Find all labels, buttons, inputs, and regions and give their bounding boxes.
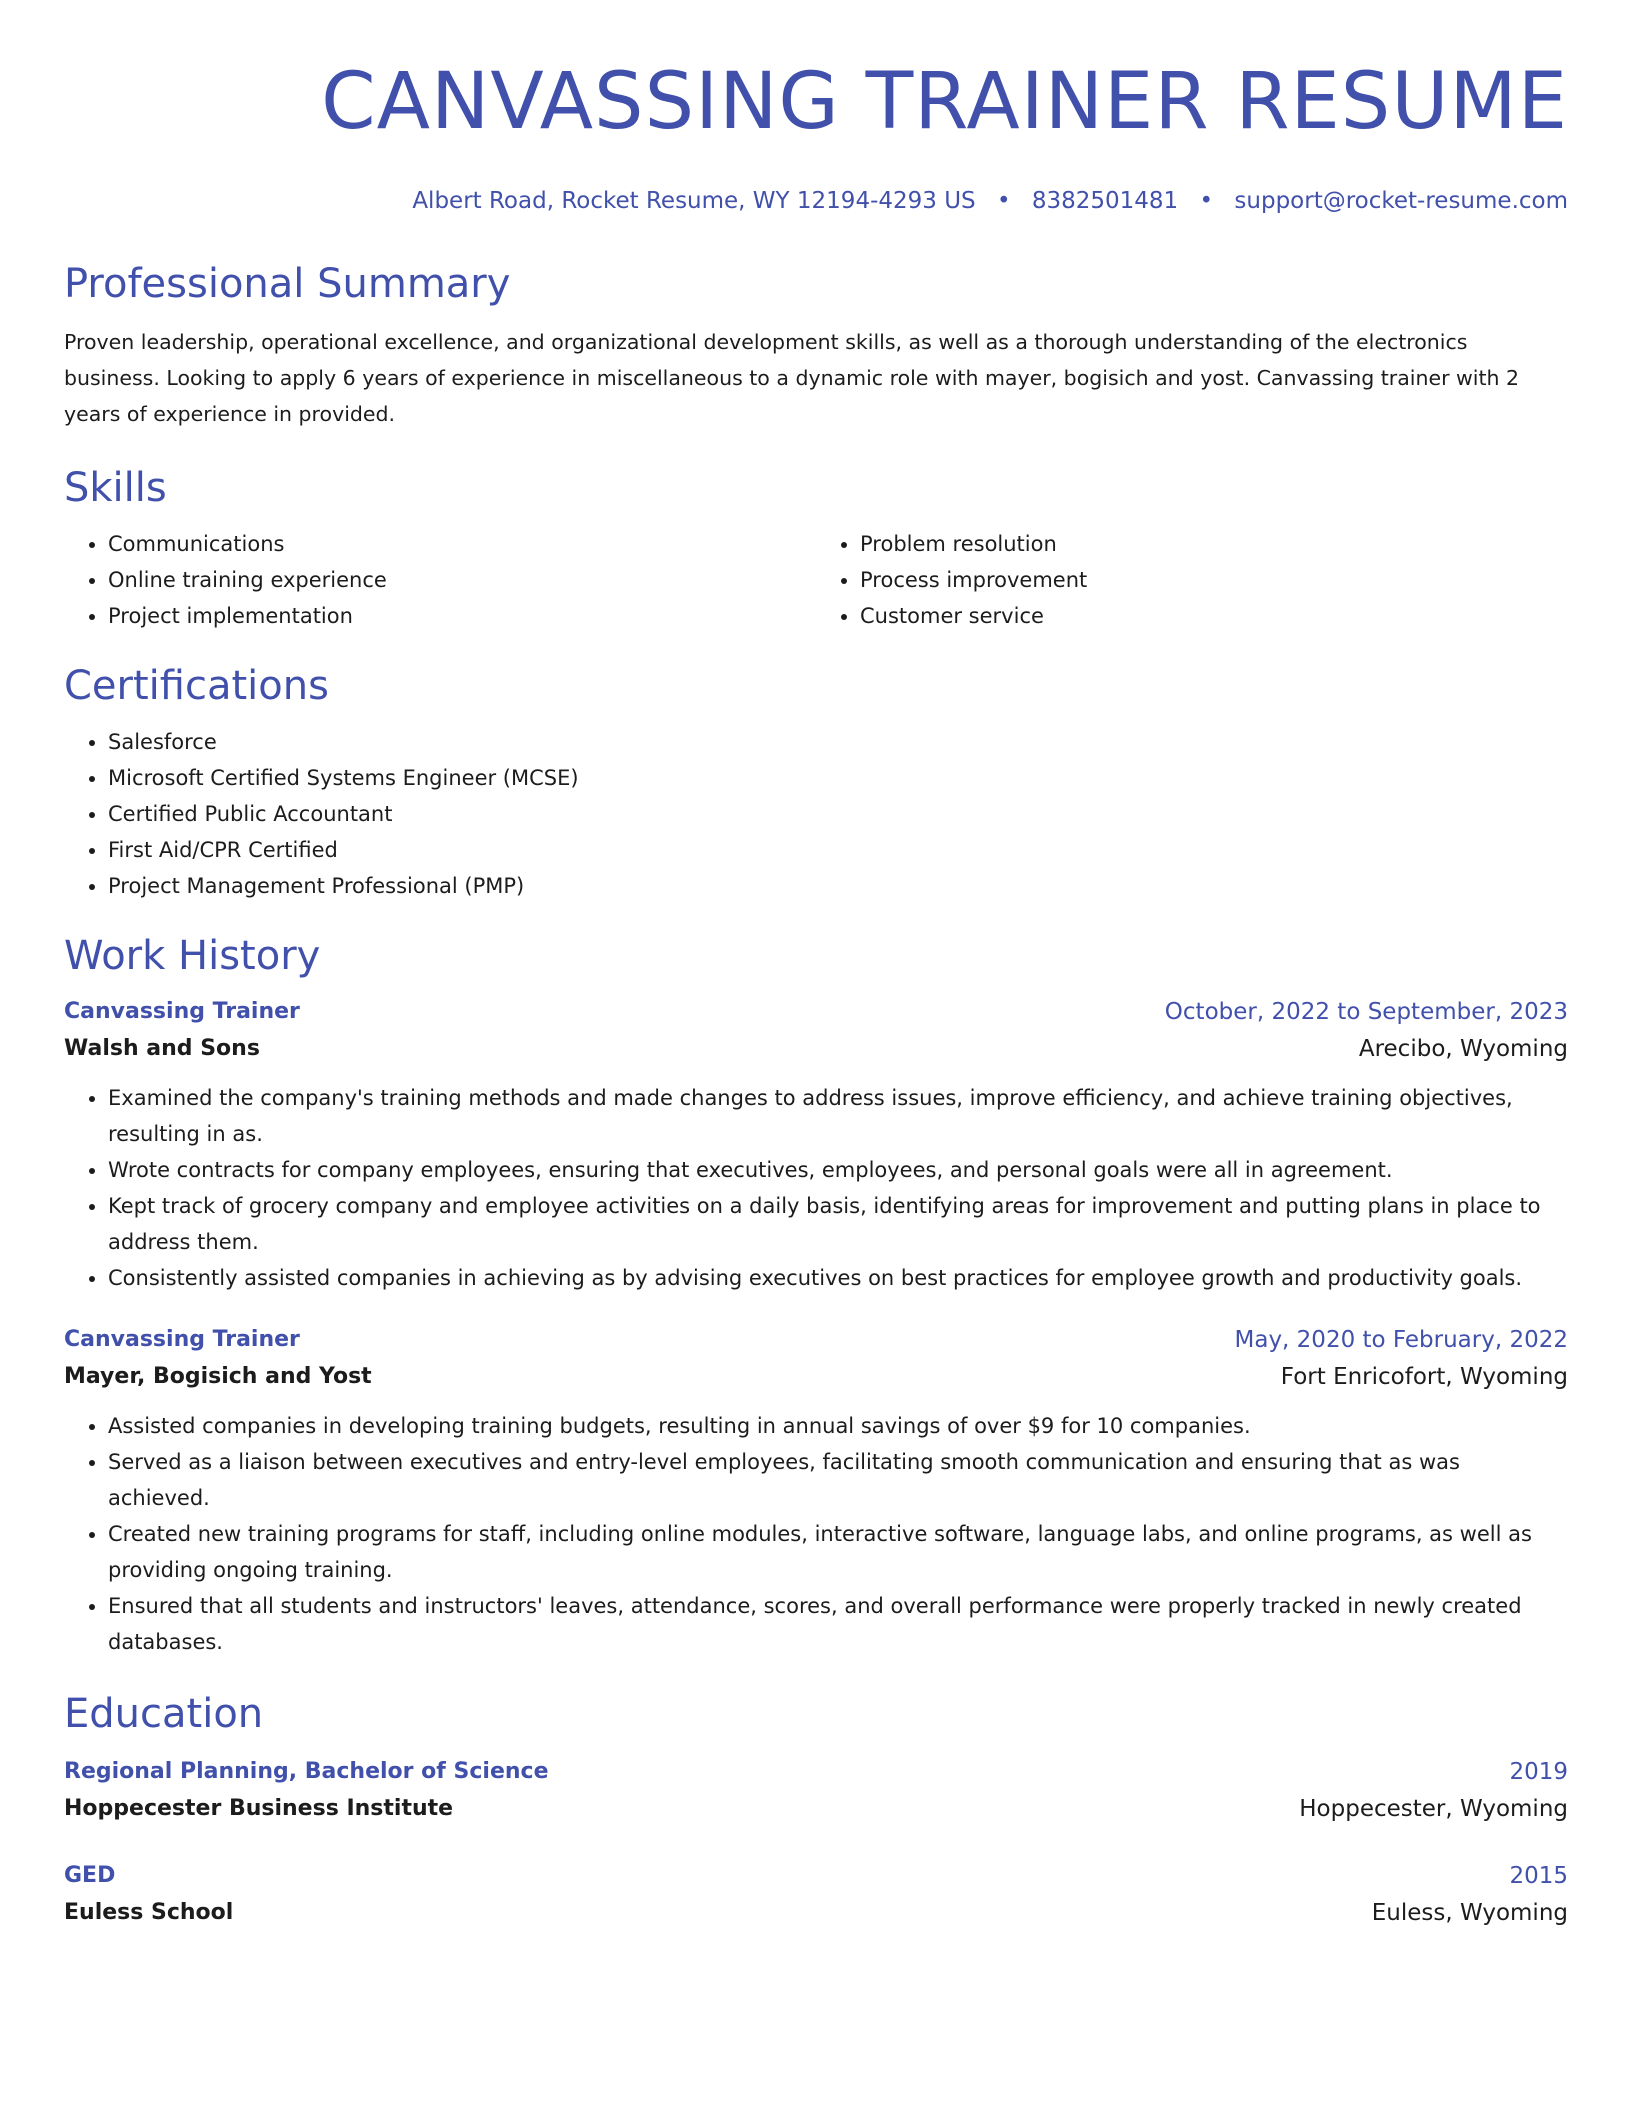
separator-dot: • xyxy=(1199,188,1214,214)
job-location: Fort Enricofort, Wyoming xyxy=(1280,1364,1568,1390)
job-location: Arecibo, Wyoming xyxy=(1358,1036,1568,1062)
email: support@rocket-resume.com xyxy=(1234,188,1568,214)
separator-dot: • xyxy=(996,188,1011,214)
address: Albert Road, Rocket Resume, WY 12194-4293 US xyxy=(412,188,976,214)
school-location: Hoppecester, Wyoming xyxy=(1299,1796,1568,1822)
duty-item: • Served as a liaison between executives and entry-level employees, facilitating smooth communication and ensuring that as was achieved. xyxy=(108,1444,1568,1516)
skills-column-left xyxy=(64,526,816,634)
work-history-heading: Work History xyxy=(64,933,321,979)
job-entry xyxy=(64,994,1568,1296)
company-name: Mayer, Bogisich and Yost xyxy=(64,1364,372,1389)
graduation-year: 2015 xyxy=(1509,1863,1568,1889)
degree: GED xyxy=(64,1863,116,1888)
school-name: Hoppecester Business Institute xyxy=(64,1796,454,1821)
summary-text: Proven leadership, operational excellence, and organizational development skills, as well as a thorough understanding of the electronics business. Looking to apply 6 years of experience in miscellaneous to a dynamic role with mayer, bogisich and yost. Canvassing trainer with 2 years of experience in provided. xyxy=(64,330,1520,426)
resume-title: CANVASSING TRAINER RESUME xyxy=(321,57,1568,147)
job-subheader xyxy=(64,1030,1568,1068)
duty-item: • Consistently assisted companies in achieving as by advising executives on best practices for employee growth and productivity goals. xyxy=(108,1260,1568,1296)
certification-item: • Project Management Professional (PMP) xyxy=(108,868,1568,904)
education-header xyxy=(64,1858,1568,1894)
degree: Regional Planning, Bachelor of Science xyxy=(64,1759,549,1784)
certifications-heading: Certifications xyxy=(64,663,329,709)
skills-heading: Skills xyxy=(64,465,167,511)
skill-item: • Project implementation xyxy=(108,598,816,634)
education-entry xyxy=(64,1858,1568,1932)
phone: 8382501481 xyxy=(1031,188,1179,214)
school-location: Euless, Wyoming xyxy=(1371,1900,1568,1926)
education-entry xyxy=(64,1754,1568,1828)
skill-item: • Customer service xyxy=(860,598,1568,634)
skill-item: • Problem resolution xyxy=(860,526,1568,562)
duty-item: • Created new training programs for staff, including online modules, interactive software, language labs, and online programs, as well as providing ongoing training. xyxy=(108,1516,1568,1588)
education-subheader xyxy=(64,1894,1568,1932)
job-header xyxy=(64,994,1568,1030)
duty-item: • Examined the company's training methods and made changes to address issues, improve efficiency, and achieve training objectives, resulting in as. xyxy=(108,1080,1568,1152)
education-header xyxy=(64,1754,1568,1790)
certification-item: • Certified Public Accountant xyxy=(108,796,1568,832)
job-duties xyxy=(64,1080,1568,1296)
job-dates: October, 2022 to September, 2023 xyxy=(1164,999,1568,1025)
graduation-year: 2019 xyxy=(1509,1759,1568,1785)
job-entry xyxy=(64,1322,1568,1660)
certification-item: • First Aid/CPR Certified xyxy=(108,832,1568,868)
skill-item: • Process improvement xyxy=(860,562,1568,598)
job-title: Canvassing Trainer xyxy=(64,999,300,1024)
contact-line xyxy=(64,184,1568,218)
job-header xyxy=(64,1322,1568,1358)
skills-column-right xyxy=(816,526,1568,634)
duty-item: • Kept track of grocery company and employee activities on a daily basis, identifying areas for improvement and putting plans in place to address them. xyxy=(108,1188,1568,1260)
company-name: Walsh and Sons xyxy=(64,1036,260,1061)
job-subheader xyxy=(64,1358,1568,1396)
education-subheader xyxy=(64,1790,1568,1828)
duty-item: • Assisted companies in developing training budgets, resulting in annual savings of over $9 for 10 companies. xyxy=(108,1408,1568,1444)
certifications-list xyxy=(64,724,1568,904)
certification-item: • Salesforce xyxy=(108,724,1568,760)
summary-heading: Professional Summary xyxy=(64,261,511,307)
certification-item: • Microsoft Certified Systems Engineer (MCSE) xyxy=(108,760,1568,796)
job-title: Canvassing Trainer xyxy=(64,1327,300,1352)
skill-item: • Communications xyxy=(108,526,816,562)
job-duties xyxy=(64,1408,1568,1660)
education-heading: Education xyxy=(64,1691,264,1737)
job-dates: May, 2020 to February, 2022 xyxy=(1234,1327,1568,1353)
school-name: Euless School xyxy=(64,1900,234,1925)
resume-page xyxy=(64,48,1568,1932)
skills-list xyxy=(64,526,1568,634)
duty-item: • Ensured that all students and instructors' leaves, attendance, scores, and overall performance were properly tracked in newly created databases. xyxy=(108,1588,1568,1660)
skill-item: • Online training experience xyxy=(108,562,816,598)
duty-item: • Wrote contracts for company employees, ensuring that executives, employees, and personal goals were all in agreement. xyxy=(108,1152,1568,1188)
